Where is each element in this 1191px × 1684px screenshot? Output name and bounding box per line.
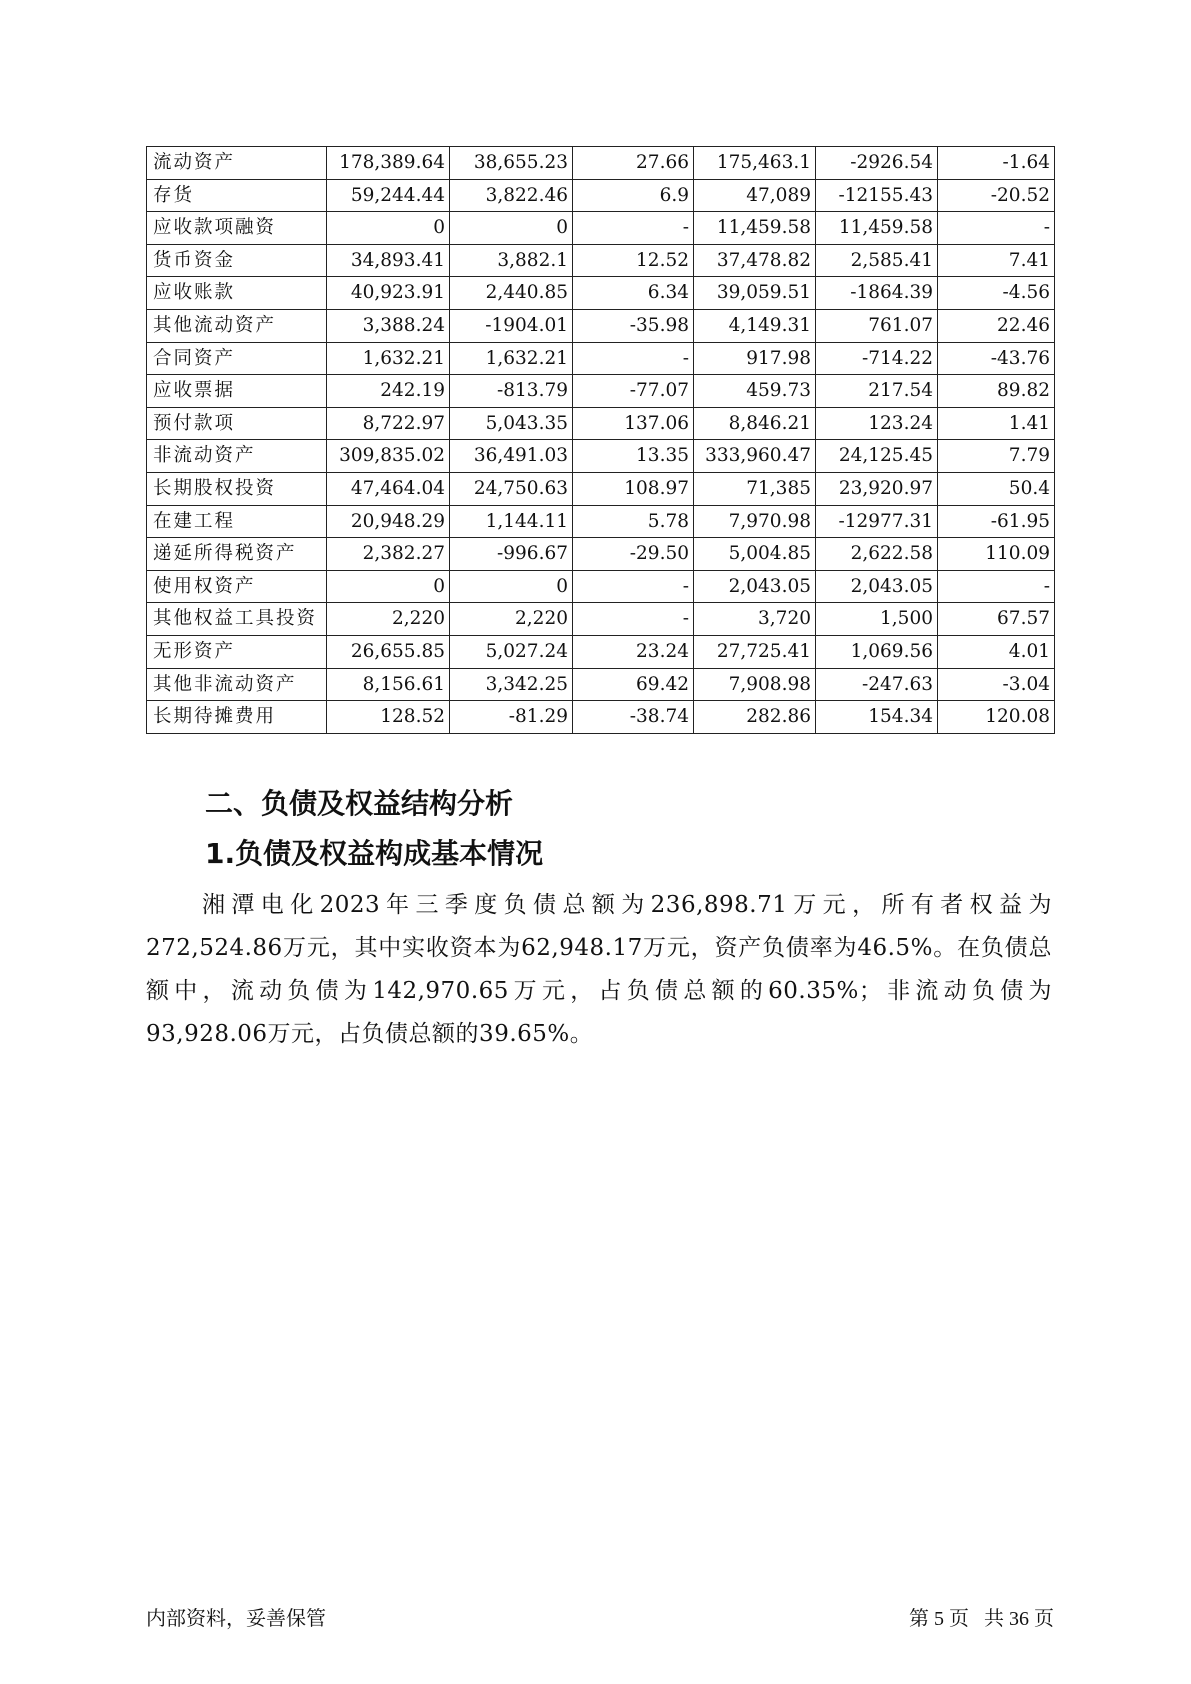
value-cell: 6.34	[573, 277, 694, 310]
row-label-cell: 应收票据	[147, 375, 327, 408]
value-cell: 20,948.29	[327, 505, 450, 538]
value-cell: 22.46	[938, 309, 1055, 342]
value-cell: -813.79	[450, 375, 573, 408]
value-cell: 217.54	[816, 375, 938, 408]
table-row	[147, 244, 1055, 277]
value-cell: 69.42	[573, 668, 694, 701]
value-cell: 34,893.41	[327, 244, 450, 277]
value-cell: 59,244.44	[327, 179, 450, 212]
value-cell: 38,655.23	[450, 147, 573, 180]
row-label-cell: 递延所得税资产	[147, 538, 327, 571]
value-cell: 128.52	[327, 701, 450, 734]
value-cell: 2,043.05	[694, 570, 816, 603]
row-label-cell: 使用权资产	[147, 570, 327, 603]
value-cell: 120.08	[938, 701, 1055, 734]
value-cell: 1,632.21	[327, 342, 450, 375]
value-cell: -996.67	[450, 538, 573, 571]
value-cell: -247.63	[816, 668, 938, 701]
value-cell: -	[573, 342, 694, 375]
value-cell: 3,388.24	[327, 309, 450, 342]
value-cell: 1,144.11	[450, 505, 573, 538]
value-cell: 7.79	[938, 440, 1055, 473]
value-cell: -1864.39	[816, 277, 938, 310]
row-label-cell: 合同资产	[147, 342, 327, 375]
value-cell: -	[573, 212, 694, 245]
section-heading: 二、负债及权益结构分析	[205, 787, 514, 820]
value-cell: 89.82	[938, 375, 1055, 408]
table-row	[147, 440, 1055, 473]
value-cell: 5.78	[573, 505, 694, 538]
table-row	[147, 505, 1055, 538]
row-label-cell: 应收款项融资	[147, 212, 327, 245]
value-cell: -43.76	[938, 342, 1055, 375]
value-cell: -35.98	[573, 309, 694, 342]
table-row	[147, 701, 1055, 734]
value-cell: 0	[327, 570, 450, 603]
table-body	[147, 147, 1055, 734]
value-cell: 13.35	[573, 440, 694, 473]
row-label-cell: 非流动资产	[147, 440, 327, 473]
value-cell: 0	[450, 212, 573, 245]
footer-confidential-note: 内部资料，妥善保管	[146, 1608, 326, 1630]
row-label-cell: 无形资产	[147, 635, 327, 668]
table-row	[147, 570, 1055, 603]
value-cell: 5,043.35	[450, 407, 573, 440]
value-cell: 12.52	[573, 244, 694, 277]
value-cell: 3,822.46	[450, 179, 573, 212]
value-cell: 917.98	[694, 342, 816, 375]
value-cell: -12155.43	[816, 179, 938, 212]
value-cell: 36,491.03	[450, 440, 573, 473]
value-cell: 39,059.51	[694, 277, 816, 310]
table-row	[147, 277, 1055, 310]
value-cell: -29.50	[573, 538, 694, 571]
value-cell: 3,882.1	[450, 244, 573, 277]
value-cell: 71,385	[694, 472, 816, 505]
value-cell: 7,970.98	[694, 505, 816, 538]
value-cell: 5,027.24	[450, 635, 573, 668]
value-cell: -	[938, 212, 1055, 245]
value-cell: 175,463.1	[694, 147, 816, 180]
table-row	[147, 472, 1055, 505]
table-row	[147, 342, 1055, 375]
value-cell: -1.64	[938, 147, 1055, 180]
value-cell: 6.9	[573, 179, 694, 212]
table-row	[147, 635, 1055, 668]
value-cell: 1,500	[816, 603, 938, 636]
value-cell: 37,478.82	[694, 244, 816, 277]
value-cell: 1.41	[938, 407, 1055, 440]
value-cell: 242.19	[327, 375, 450, 408]
value-cell: 3,342.25	[450, 668, 573, 701]
value-cell: 137.06	[573, 407, 694, 440]
value-cell: -3.04	[938, 668, 1055, 701]
value-cell: 282.86	[694, 701, 816, 734]
value-cell: 7.41	[938, 244, 1055, 277]
value-cell: -	[573, 570, 694, 603]
row-label-cell: 货币资金	[147, 244, 327, 277]
footer-page-number: 第 5 页 共 36 页	[909, 1608, 1054, 1630]
value-cell: 178,389.64	[327, 147, 450, 180]
table-row	[147, 212, 1055, 245]
value-cell: 1,069.56	[816, 635, 938, 668]
value-cell: -77.07	[573, 375, 694, 408]
value-cell: -20.52	[938, 179, 1055, 212]
value-cell: 40,923.91	[327, 277, 450, 310]
value-cell: 27,725.41	[694, 635, 816, 668]
value-cell: 27.66	[573, 147, 694, 180]
value-cell: -38.74	[573, 701, 694, 734]
value-cell: 67.57	[938, 603, 1055, 636]
value-cell: 8,156.61	[327, 668, 450, 701]
table-row	[147, 375, 1055, 408]
value-cell: -714.22	[816, 342, 938, 375]
value-cell: 761.07	[816, 309, 938, 342]
value-cell: 309,835.02	[327, 440, 450, 473]
value-cell: 2,220	[450, 603, 573, 636]
value-cell: 11,459.58	[816, 212, 938, 245]
row-label-cell: 长期股权投资	[147, 472, 327, 505]
value-cell: 4.01	[938, 635, 1055, 668]
table-row	[147, 603, 1055, 636]
row-label-cell: 预付款项	[147, 407, 327, 440]
value-cell: 26,655.85	[327, 635, 450, 668]
value-cell: -12977.31	[816, 505, 938, 538]
value-cell: 5,004.85	[694, 538, 816, 571]
row-label-cell: 长期待摊费用	[147, 701, 327, 734]
value-cell: -2926.54	[816, 147, 938, 180]
value-cell: 0	[450, 570, 573, 603]
row-label-cell: 其他权益工具投资	[147, 603, 327, 636]
value-cell: 459.73	[694, 375, 816, 408]
value-cell: 50.4	[938, 472, 1055, 505]
value-cell: -61.95	[938, 505, 1055, 538]
table-row	[147, 309, 1055, 342]
value-cell: 7,908.98	[694, 668, 816, 701]
value-cell: 24,750.63	[450, 472, 573, 505]
value-cell: 47,089	[694, 179, 816, 212]
value-cell: 23.24	[573, 635, 694, 668]
value-cell: 2,440.85	[450, 277, 573, 310]
value-cell: -	[938, 570, 1055, 603]
value-cell: 4,149.31	[694, 309, 816, 342]
value-cell: 333,960.47	[694, 440, 816, 473]
value-cell: 8,722.97	[327, 407, 450, 440]
value-cell: 24,125.45	[816, 440, 938, 473]
row-label-cell: 流动资产	[147, 147, 327, 180]
value-cell: 2,585.41	[816, 244, 938, 277]
value-cell: 154.34	[816, 701, 938, 734]
value-cell: 123.24	[816, 407, 938, 440]
row-label-cell: 存货	[147, 179, 327, 212]
value-cell: 108.97	[573, 472, 694, 505]
value-cell: 47,464.04	[327, 472, 450, 505]
value-cell: 2,043.05	[816, 570, 938, 603]
value-cell: -4.56	[938, 277, 1055, 310]
value-cell: 3,720	[694, 603, 816, 636]
row-label-cell: 其他流动资产	[147, 309, 327, 342]
value-cell: 1,632.21	[450, 342, 573, 375]
value-cell: 2,382.27	[327, 538, 450, 571]
table-row	[147, 538, 1055, 571]
table-row	[147, 179, 1055, 212]
body-paragraph: 湘潭电化2023年三季度负债总额为236,898.71万元，所有者权益为272,524.86万元，其中实收资本为62,948.17万元，资产负债率为46.5%。在负债总额中，流动负债为142,970.65万元，占负债总额的60.35%；非流动负债为93,928.06万元，占负债总额的39.65%。	[146, 892, 1052, 1047]
value-cell: 8,846.21	[694, 407, 816, 440]
value-cell: -	[573, 603, 694, 636]
value-cell: 23,920.97	[816, 472, 938, 505]
value-cell: -81.29	[450, 701, 573, 734]
row-label-cell: 其他非流动资产	[147, 668, 327, 701]
value-cell: 2,622.58	[816, 538, 938, 571]
table-row	[147, 147, 1055, 180]
asset-structure-table	[146, 146, 1055, 734]
value-cell: 2,220	[327, 603, 450, 636]
table-row	[147, 407, 1055, 440]
value-cell: 11,459.58	[694, 212, 816, 245]
row-label-cell: 应收账款	[147, 277, 327, 310]
table-row	[147, 668, 1055, 701]
row-label-cell: 在建工程	[147, 505, 327, 538]
value-cell: 0	[327, 212, 450, 245]
value-cell: -1904.01	[450, 309, 573, 342]
sub-heading: 1.负债及权益构成基本情况	[205, 837, 544, 870]
value-cell: 110.09	[938, 538, 1055, 571]
